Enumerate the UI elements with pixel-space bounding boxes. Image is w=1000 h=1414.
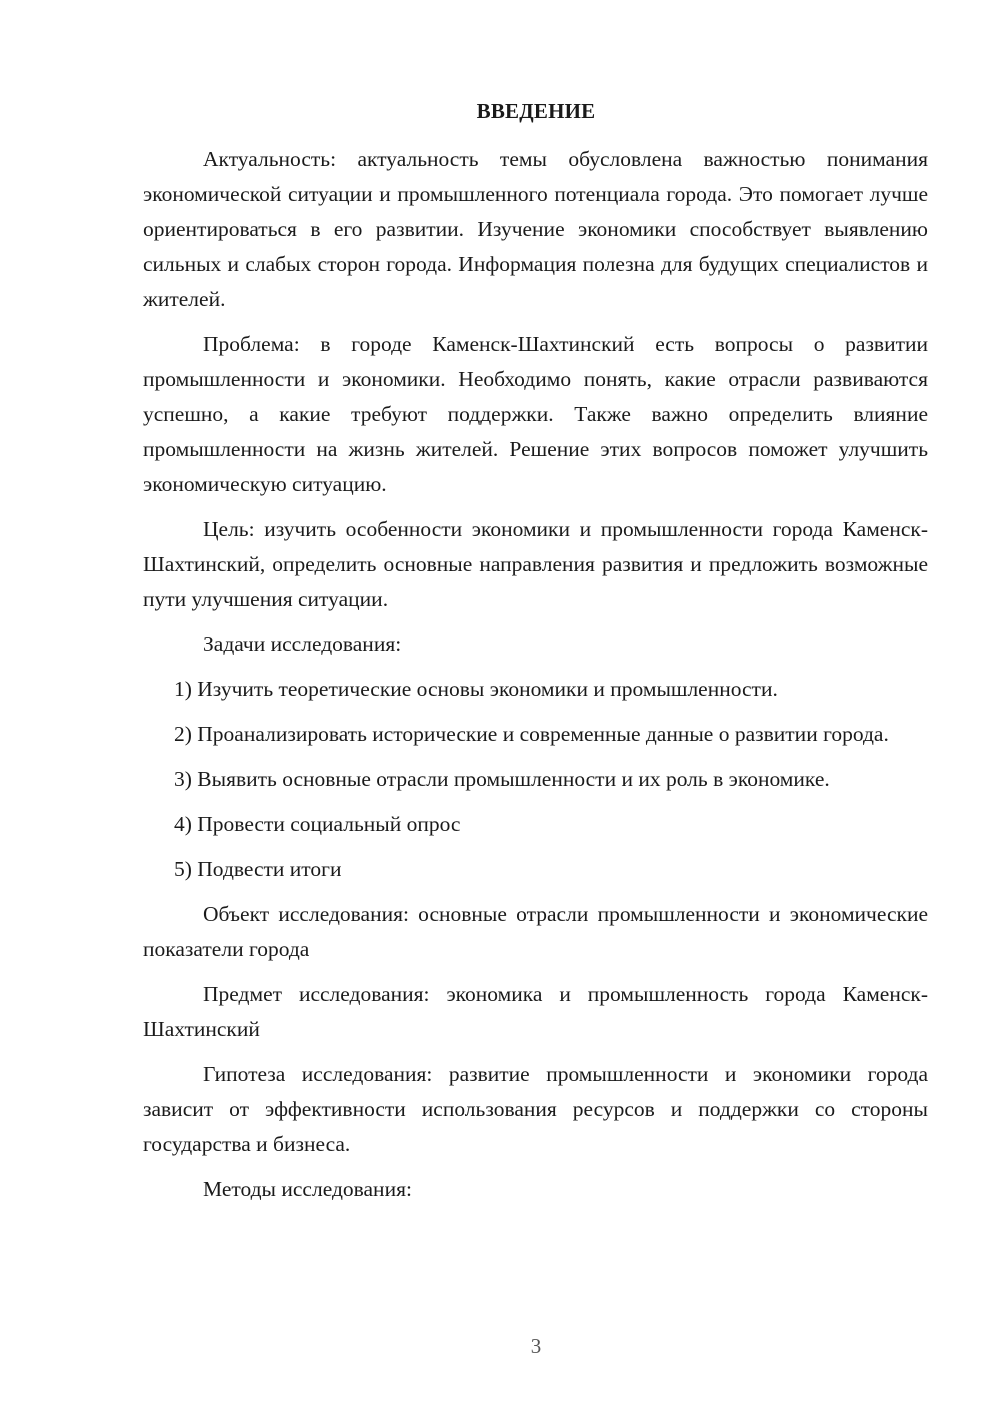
tasks-heading: Задачи исследования: — [203, 632, 402, 656]
paragraph-subject: Предмет исследования: экономика и промышленность города Каменск-Шахтинский — [143, 982, 928, 1041]
paragraph-goal: Цель: изучить особенности экономики и промышленности города Каменск-Шахтинский, определить основные направления развития и предложить возможные пути улучшения ситуации. — [143, 517, 928, 611]
document-body — [143, 142, 928, 1217]
paragraph-problem: Проблема: в городе Каменск-Шахтинский есть вопросы о развитии промышленности и экономики. Необходимо понять, какие отрасли развиваются успешно, а какие требуют поддержки. Также важно определить влияние промышленности на жизнь жителей. Решение этих вопросов поможет улучшить экономическую ситуацию. — [143, 332, 928, 496]
page-title: ВВЕДЕНИЕ — [476, 99, 596, 123]
task-item-3: 3) Выявить основные отрасли промышленности и их роль в экономике. — [174, 767, 830, 791]
paragraph-object: Объект исследования: основные отрасли промышленности и экономические показатели города — [143, 902, 928, 961]
task-item-2: 2) Проанализировать исторические и современные данные о развитии города. — [174, 722, 889, 746]
task-item-4: 4) Провести социальный опрос — [174, 812, 461, 836]
paragraph-hypothesis: Гипотеза исследования: развитие промышленности и экономики города зависит от эффективности использования ресурсов и поддержки со стороны государства и бизнеса. — [143, 1062, 928, 1156]
page-number: 3 — [530, 1334, 542, 1358]
methods-heading: Методы исследования: — [203, 1177, 412, 1201]
task-item-5: 5) Подвести итоги — [174, 857, 342, 881]
task-item-1: 1) Изучить теоретические основы экономики и промышленности. — [174, 677, 778, 701]
paragraph-relevance: Актуальность: актуальность темы обусловлена важностью понимания экономической ситуации и промышленного потенциала города. Это помогает лучше ориентироваться в его развитии. Изучение экономики способствует выявлению сильных и слабых сторон города. Информация полезна для будущих специалистов и жителей. — [143, 147, 928, 311]
